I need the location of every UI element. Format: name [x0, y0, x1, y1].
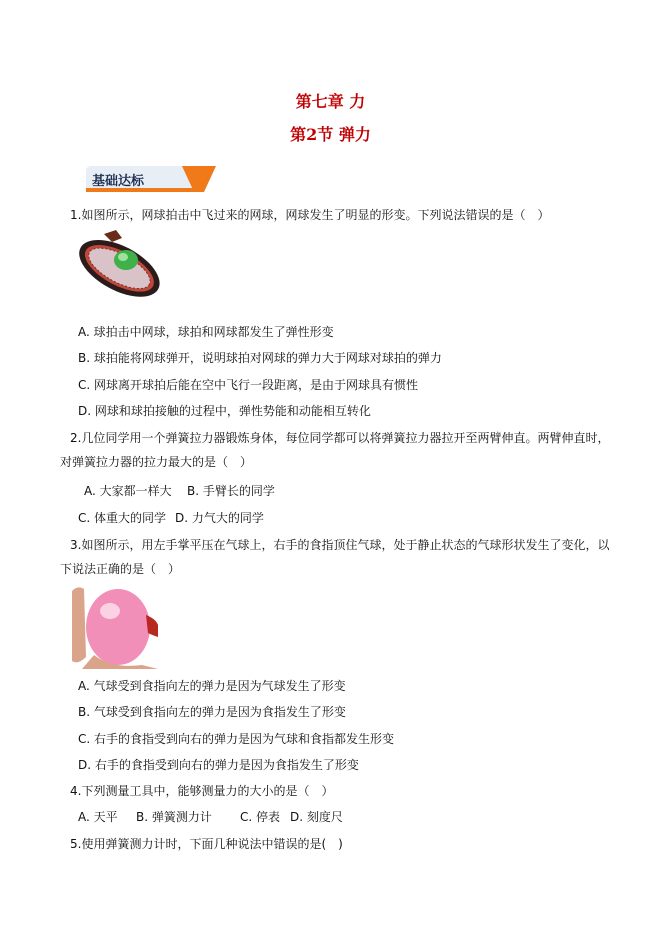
q1-option-b: B. 球拍能将网球弹开，说明球拍对网球的弹力大于网球对球拍的弹力: [78, 351, 442, 365]
q1-option-d: D. 网球和球拍接触的过程中，弹性势能和动能相互转化: [78, 404, 371, 418]
q2-option-a: A. 大家都一样大: [84, 484, 172, 498]
chapter-title: 第七章 力: [295, 92, 366, 111]
q2-option-c: C. 体重大的同学: [78, 511, 167, 525]
q2-stem: 2.几位同学用一个弹簧拉力器锻炼身体，每位同学都可以将弹簧拉力器拉开至两臂伸直。两臂伸直时，对弹簧拉力器的拉力最大的是（ ）: [60, 431, 610, 469]
q3-stem: 3.如图所示，用左手掌平压在气球上，右手的食指顶住气球，处于静止状态的气球形状发生了变化，以下说法正确的是（ ）: [60, 538, 610, 576]
balloon-hands-image: [72, 585, 158, 669]
q4-option-c: C. 停表: [240, 810, 281, 824]
q1-stem: 1.如图所示，网球拍击中飞过来的网球，网球发生了明显的形变。下列说法错误的是（ ）: [70, 208, 550, 222]
q2-option-b: B. 手臂长的同学: [187, 484, 275, 498]
q3-option-c: C. 右手的食指受到向右的弹力是因为气球和食指都发生形变: [78, 732, 395, 746]
banner-label: 基础达标: [92, 174, 145, 189]
section-banner: [86, 166, 216, 192]
q3-option-b: B. 气球受到食指向左的弹力是因为食指发生了形变: [78, 705, 346, 719]
q3-option-d: D. 右手的食指受到向右的弹力是因为食指发生了形变: [78, 758, 359, 772]
q2-option-d: D. 力气大的同学: [175, 511, 264, 525]
tennis-racket-image: [76, 228, 168, 316]
q5-stem: 5.使用弹簧测力计时，下面几种说法中错误的是( ): [70, 837, 343, 851]
section-title: 第2节 弹力: [290, 125, 371, 144]
q1-option-c: C. 网球离开球拍后能在空中飞行一段距离，是由于网球具有惯性: [78, 378, 419, 392]
q4-option-a: A. 天平: [78, 810, 118, 824]
q1-option-a: A. 球拍击中网球，球拍和网球都发生了弹性形变: [78, 325, 334, 339]
q4-option-b: B. 弹簧测力计: [136, 810, 212, 824]
q3-option-a: A. 气球受到食指向左的弹力是因为气球发生了形变: [78, 679, 346, 693]
q4-stem: 4.下列测量工具中，能够测量力的大小的是（ ）: [70, 784, 334, 798]
q4-option-d: D. 刻度尺: [290, 810, 343, 824]
